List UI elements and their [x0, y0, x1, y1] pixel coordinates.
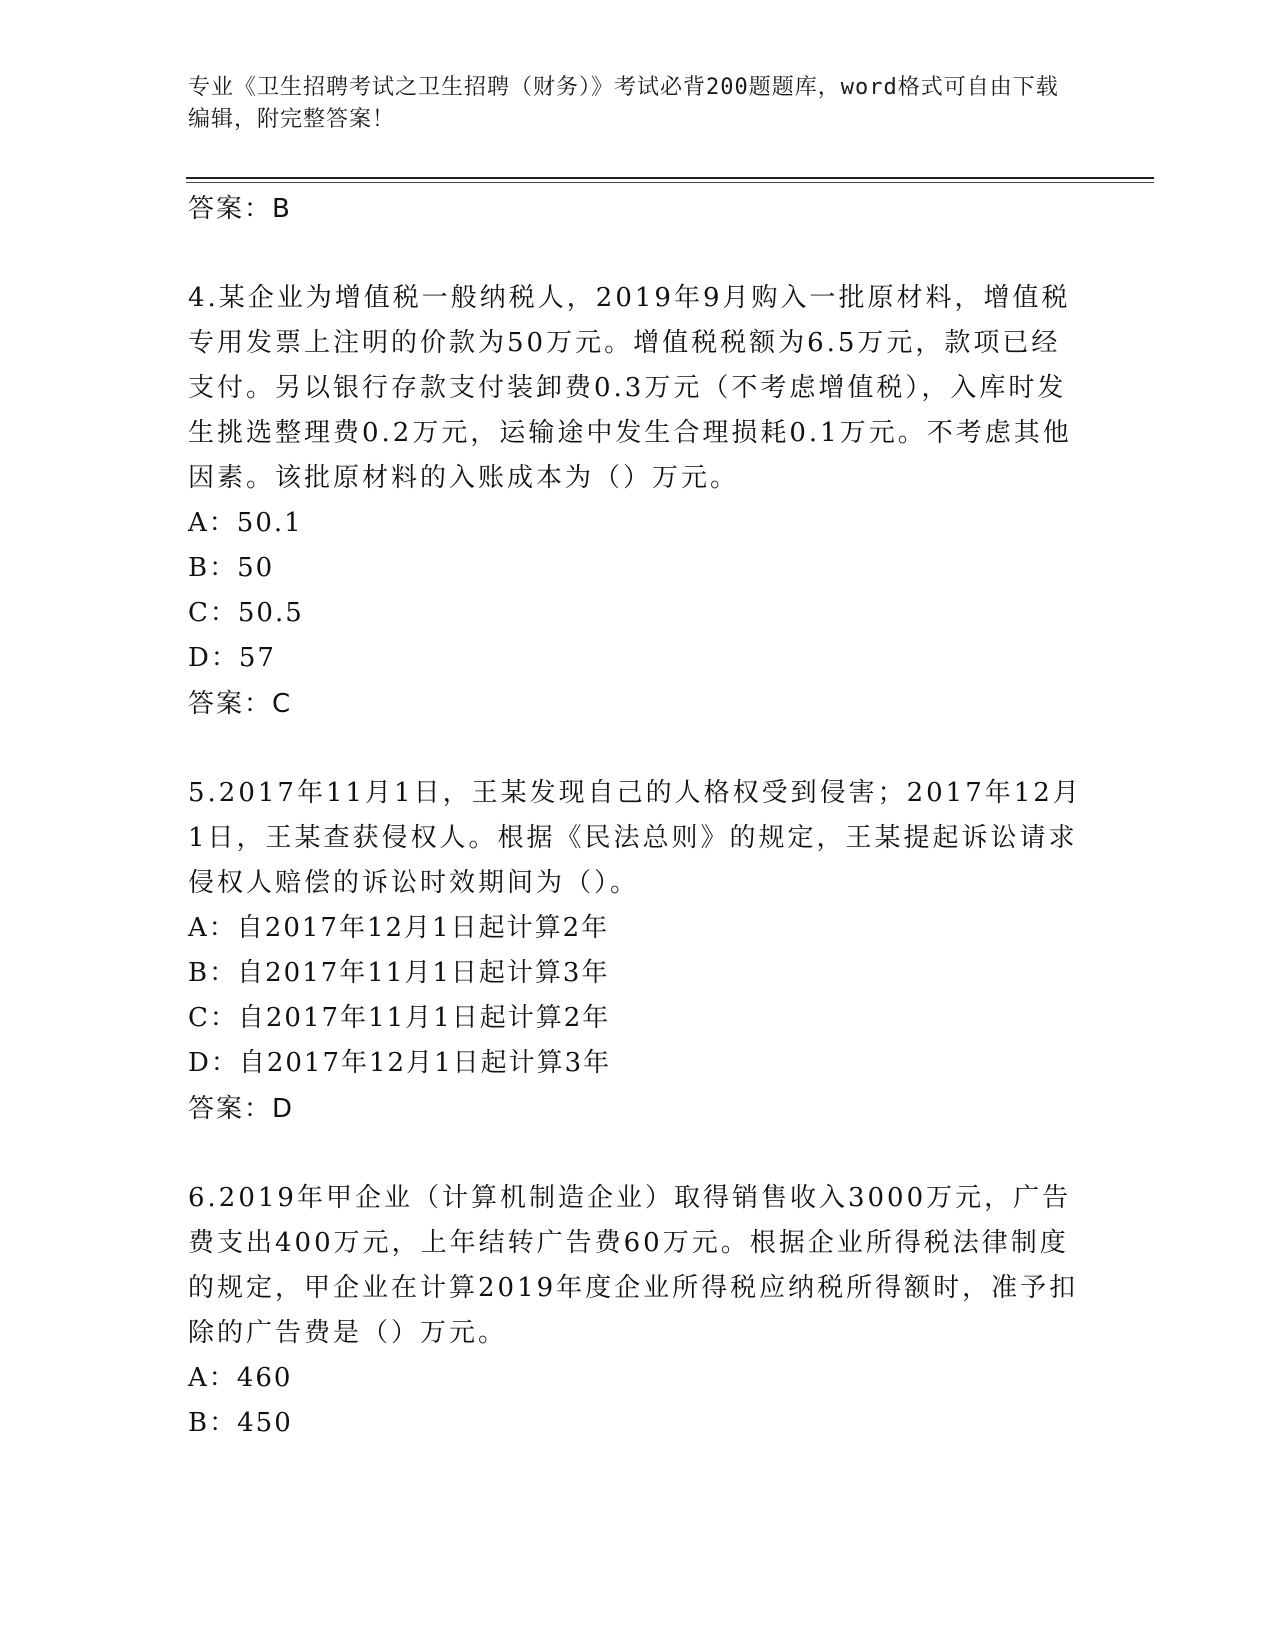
answer-line: 答案：B [188, 194, 292, 224]
option-a: A：460 [188, 1363, 293, 1393]
question-block [188, 771, 1088, 1132]
question-list [188, 186, 1088, 1446]
page-header-text: 专业《卫生招聘考试之卫生招聘（财务）》考试必背200题题库，word格式可自由下载编辑，附完整答案！ [188, 75, 1059, 132]
header-divider-thin [186, 182, 1154, 183]
header-divider [186, 177, 1154, 179]
option-b: B：50 [188, 553, 275, 583]
option-d: D：自2017年12月1日起计算3年 [188, 1048, 612, 1078]
option-a: A：自2017年12月1日起计算2年 [188, 913, 610, 943]
option-b: B：自2017年11月1日起计算3年 [188, 958, 610, 988]
question-block [188, 1176, 1088, 1446]
question-block [188, 276, 1088, 727]
option-b: B：450 [188, 1408, 293, 1438]
option-a: A：50.1 [188, 508, 303, 538]
option-c: C：自2017年11月1日起计算2年 [188, 1003, 611, 1033]
question-text: 4.某企业为增值税一般纳税人，2019年9月购入一批原材料，增值税专用发票上注明的价款为50万元。增值税税额为6.5万元，款项已经支付。另以银行存款支付装卸费0.3万元（不考虑增值税），入库时发生挑选整理费0.2万元，运输途中发生合理损耗0.1万元。不考虑其他因素。该批原材料的入账成本为（）万元。 [188, 283, 1072, 493]
option-c: C：50.5 [188, 598, 304, 628]
question-text: 5.2017年11月1日，王某发现自己的人格权受到侵害；2017年12月1日，王某查获侵权人。根据《民法总则》的规定，王某提起诉讼请求侵权人赔偿的诉讼时效期间为（）。 [188, 778, 1082, 898]
answer-line: 答案：C [188, 689, 293, 719]
answer-line: 答案：D [188, 1094, 295, 1124]
option-d: D：57 [188, 643, 276, 673]
question-text: 6.2019年甲企业（计算机制造企业）取得销售收入3000万元，广告费支出400万元，上年结转广告费60万元。根据企业所得税法律制度的规定，甲企业在计算2019年度企业所得税应纳税所得额时，准予扣除的广告费是（）万元。 [188, 1183, 1079, 1348]
